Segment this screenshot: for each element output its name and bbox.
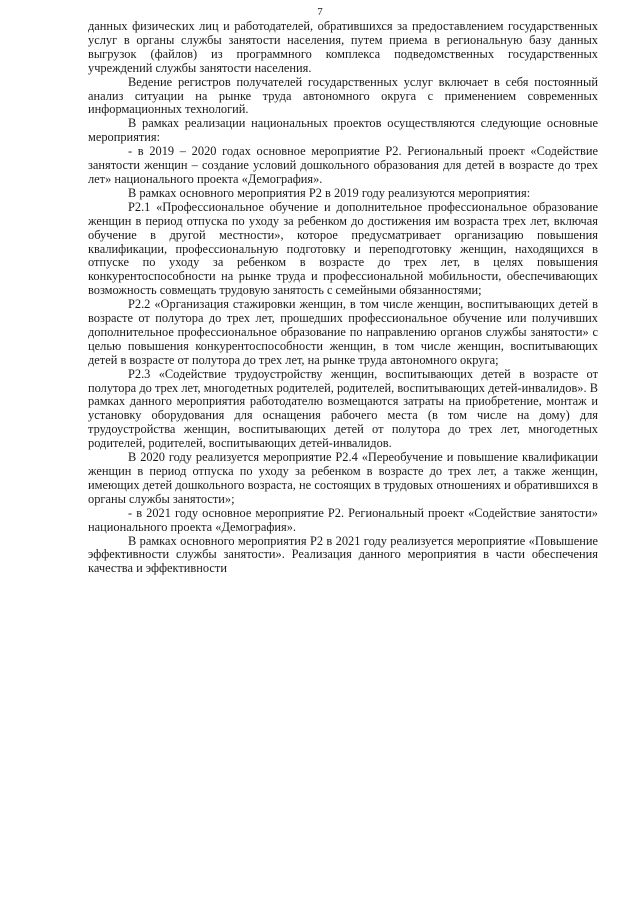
paragraph: В рамках реализации национальных проектов осуществляются следующие основные мероприятия:	[88, 116, 598, 145]
body-text	[88, 20, 598, 576]
list-item: - в 2019 – 2020 годах основное мероприятие Р2. Региональный проект «Содействие занятости женщин – создание условий дошкольного образования для детей в возрасте до трех лет» национального проекта «Демография».	[88, 144, 598, 186]
paragraph: В 2020 году реализуется мероприятие Р2.4 «Переобучение и повышение квалификации женщин в период отпуска по уходу за ребенком в возрасте до трех лет, а также женщин, имеющих детей дошкольного возраста, не состоящих в трудовых отношениях и обратившихся в органы службы занятости»;	[88, 450, 598, 506]
paragraph: В рамках основного мероприятия Р2 в 2019 году реализуются мероприятия:	[128, 185, 531, 200]
paragraph: В рамках основного мероприятия Р2 в 2021 году реализуется мероприятие «Повышение эффективности службы занятости». Реализация данного мероприятия в части обеспечения качества и эффективности	[88, 533, 598, 576]
paragraph: Р2.2 «Организация стажировки женщин, в том числе женщин, воспитывающих детей в возрасте от полутора до трех лет, прошедших профессиональное обучение или получивших дополнительное профессиональное образование по направлению органов службы занятости» с целью повышения конкурентоспособности женщин, в том числе женщин, воспитывающих детей в возрасте от полутора до трех лет, на рынке труда автономного округа;	[88, 297, 598, 367]
list-item: - в 2021 году основное мероприятие Р2. Региональный проект «Содействие занятости» национального проекта «Демография».	[88, 505, 598, 534]
paragraph: Ведение регистров получателей государственных услуг включает в себя постоянный анализ ситуации на рынке труда автономного округа с применением современных информационных технологий.	[88, 74, 598, 117]
paragraph: данных физических лиц и работодателей, обратившихся за предоставлением государственных услуг в органы службы занятости населения, путем приема в региональную базу данных выгрузок (файлов) из программного комплекса подведомственных государственных учреждений службы занятости населения.	[88, 19, 598, 75]
paragraph: Р2.1 «Профессиональное обучение и дополнительное профессиональное образование женщин в период отпуска по уходу за ребенком до достижения им возраста трех лет, включая обучение в другой местности», которое предусматривает организацию повышения квалификации, профессиональную подготовку и переподготовку женщин, находящихся в отпуске по уходу за ребенком в возрасте до трех лет, в целях повышения конкурентоспособности на рынке труда и профессиональной мобильности, обеспечивающих возможность совмещать трудовую занятость с семейными обязанностями;	[88, 199, 598, 298]
paragraph: Р2.3 «Содействие трудоустройству женщин, воспитывающих детей в возрасте от полутора до трех лет, многодетных родителей, родителей, воспитывающих детей-инвалидов». В рамках данного мероприятия работодателю возмещаются затраты на приобретение, монтаж и установку оборудования для оснащения рабочего места (в том числе на дому) для трудоустройства женщин, воспитывающих детей от полутора до трех лет, многодетных родителей, родителей, воспитывающих детей-инвалидов.	[88, 366, 598, 451]
page-number: 7	[317, 6, 323, 18]
